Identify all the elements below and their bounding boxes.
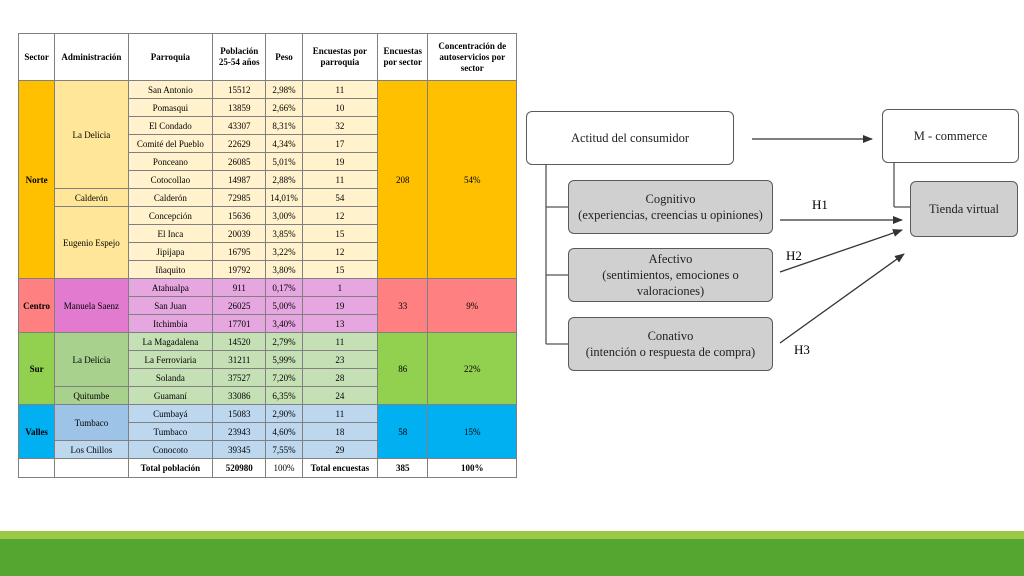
encuestas-cell: 1: [302, 279, 377, 297]
peso-cell: 5,01%: [266, 153, 302, 171]
total-encuestas: 385: [378, 459, 428, 478]
poblacion-cell: 26085: [213, 153, 266, 171]
peso-cell: 0,17%: [266, 279, 302, 297]
parroquia-cell: Comité del Pueblo: [128, 135, 213, 153]
footer-accent-stripe: [0, 531, 1024, 539]
admin-cell: Manuela Saenz: [55, 279, 128, 333]
encuestas-cell: 17: [302, 135, 377, 153]
poblacion-cell: 33086: [213, 387, 266, 405]
poblacion-cell: 911: [213, 279, 266, 297]
parroquia-cell: Atahualpa: [128, 279, 213, 297]
header-poblacion: Población 25-54 años: [213, 34, 266, 81]
parroquia-cell: Conocoto: [128, 441, 213, 459]
parroquia-cell: Concepción: [128, 207, 213, 225]
peso-cell: 2,88%: [266, 171, 302, 189]
peso-cell: 2,66%: [266, 99, 302, 117]
afectivo-desc: (sentimientos, emociones o valoraciones): [602, 268, 739, 298]
encuestas-cell: 18: [302, 423, 377, 441]
parroquia-cell: La Ferroviaria: [128, 351, 213, 369]
total-concentracion: 100%: [428, 459, 517, 478]
encuestas-cell: 11: [302, 405, 377, 423]
sector-encuestas-cell: 58: [378, 405, 428, 459]
poblacion-cell: 22629: [213, 135, 266, 153]
parroquia-cell: Itchimbia: [128, 315, 213, 333]
sector-encuestas-cell: 86: [378, 333, 428, 405]
peso-cell: 8,31%: [266, 117, 302, 135]
encuestas-cell: 11: [302, 333, 377, 351]
poblacion-cell: 37527: [213, 369, 266, 387]
encuestas-cell: 24: [302, 387, 377, 405]
encuestas-cell: 28: [302, 369, 377, 387]
admin-cell: La Delicia: [55, 81, 128, 189]
parroquia-cell: El Condado: [128, 117, 213, 135]
sector-concentracion-cell: 22%: [428, 333, 517, 405]
poblacion-cell: 31211: [213, 351, 266, 369]
poblacion-cell: 16795: [213, 243, 266, 261]
admin-cell: Tumbaco: [55, 405, 128, 441]
cognitivo-box: [568, 180, 773, 234]
parroquia-cell: Cumbayá: [128, 405, 213, 423]
encuestas-cell: 29: [302, 441, 377, 459]
h2-label: H2: [786, 248, 802, 263]
encuestas-cell: 32: [302, 117, 377, 135]
sector-concentracion-cell: 15%: [428, 405, 517, 459]
peso-cell: 7,20%: [266, 369, 302, 387]
sector-encuestas-cell: 33: [378, 279, 428, 333]
admin-cell: Eugenio Espejo: [55, 207, 128, 279]
h3-label: H3: [794, 342, 810, 357]
sector-cell: Centro: [19, 279, 55, 333]
footer-bar: [0, 539, 1024, 576]
cognitivo-title: Cognitivo: [645, 192, 696, 206]
sector-concentracion-cell: 54%: [428, 81, 517, 279]
poblacion-cell: 15083: [213, 405, 266, 423]
actitud-consumidor-box: Actitud del consumidor: [526, 111, 734, 165]
total-peso: 100%: [266, 459, 302, 478]
parroquia-cell: El Inca: [128, 225, 213, 243]
afectivo-title: Afectivo: [648, 252, 693, 266]
admin-cell: La Delicia: [55, 333, 128, 387]
sector-concentracion-cell: 9%: [428, 279, 517, 333]
parroquia-cell: Ponceano: [128, 153, 213, 171]
encuestas-cell: 19: [302, 153, 377, 171]
peso-cell: 5,99%: [266, 351, 302, 369]
peso-cell: 3,22%: [266, 243, 302, 261]
tienda-virtual-box: Tienda virtual: [910, 181, 1018, 237]
total-encuestas-label: Total encuestas: [302, 459, 377, 478]
parroquia-cell: Iñaquito: [128, 261, 213, 279]
encuestas-cell: 12: [302, 243, 377, 261]
parroquia-cell: Jipijapa: [128, 243, 213, 261]
poblacion-cell: 72985: [213, 189, 266, 207]
header-concentracion: Concentración de autoservicios por sector: [428, 34, 517, 81]
peso-cell: 3,40%: [266, 315, 302, 333]
poblacion-cell: 26025: [213, 297, 266, 315]
poblacion-cell: 17701: [213, 315, 266, 333]
afectivo-box: [568, 248, 773, 302]
header-encuestas-parroquia: Encuestas por parroquia: [302, 34, 377, 81]
encuestas-cell: 11: [302, 171, 377, 189]
encuestas-cell: 10: [302, 99, 377, 117]
peso-cell: 14,01%: [266, 189, 302, 207]
h1-label: H1: [812, 197, 828, 212]
conativo-box: [568, 317, 773, 371]
total-label: Total población: [128, 459, 213, 478]
encuestas-cell: 12: [302, 207, 377, 225]
poblacion-cell: 15636: [213, 207, 266, 225]
peso-cell: 6,35%: [266, 387, 302, 405]
poblacion-cell: 15512: [213, 81, 266, 99]
header-sector: Sector: [19, 34, 55, 81]
poblacion-cell: 20039: [213, 225, 266, 243]
header-peso: Peso: [266, 34, 302, 81]
poblacion-cell: 23943: [213, 423, 266, 441]
peso-cell: 3,85%: [266, 225, 302, 243]
poblacion-cell: 39345: [213, 441, 266, 459]
peso-cell: 4,34%: [266, 135, 302, 153]
header-parroquia: Parroquia: [128, 34, 213, 81]
parroquia-cell: Cotocollao: [128, 171, 213, 189]
header-administracion: Administración: [55, 34, 128, 81]
conativo-title: Conativo: [647, 329, 694, 343]
encuestas-cell: 15: [302, 225, 377, 243]
parroquia-cell: Guamaní: [128, 387, 213, 405]
parroquia-cell: Tumbaco: [128, 423, 213, 441]
parroquia-cell: Pomasqui: [128, 99, 213, 117]
poblacion-cell: 14520: [213, 333, 266, 351]
peso-cell: 2,90%: [266, 405, 302, 423]
peso-cell: 3,00%: [266, 207, 302, 225]
peso-cell: 2,98%: [266, 81, 302, 99]
parroquia-cell: Calderón: [128, 189, 213, 207]
encuestas-cell: 19: [302, 297, 377, 315]
encuestas-cell: 54: [302, 189, 377, 207]
cognitivo-desc: (experiencias, creencias u opiniones): [578, 208, 763, 222]
parroquia-cell: San Antonio: [128, 81, 213, 99]
poblacion-cell: 14987: [213, 171, 266, 189]
encuestas-cell: 11: [302, 81, 377, 99]
peso-cell: 3,80%: [266, 261, 302, 279]
mcommerce-box: M - commerce: [882, 109, 1019, 163]
peso-cell: 7,55%: [266, 441, 302, 459]
peso-cell: 4,60%: [266, 423, 302, 441]
sector-cell: Valles: [19, 405, 55, 459]
peso-cell: 5,00%: [266, 297, 302, 315]
poblacion-cell: 13859: [213, 99, 266, 117]
header-encuestas-sector: Encuestas por sector: [378, 34, 428, 81]
admin-cell: Los Chillos: [55, 441, 128, 459]
admin-cell: Calderón: [55, 189, 128, 207]
sector-cell: Sur: [19, 333, 55, 405]
total-poblacion: 520980: [213, 459, 266, 478]
sector-encuestas-cell: 208: [378, 81, 428, 279]
parroquia-cell: San Juan: [128, 297, 213, 315]
poblacion-cell: 19792: [213, 261, 266, 279]
peso-cell: 2,79%: [266, 333, 302, 351]
parroquia-cell: Solanda: [128, 369, 213, 387]
arrow-h3: [780, 254, 904, 343]
parroquia-cell: La Magadalena: [128, 333, 213, 351]
poblacion-cell: 43307: [213, 117, 266, 135]
encuestas-cell: 23: [302, 351, 377, 369]
conativo-desc: (intención o respuesta de compra): [585, 345, 756, 359]
encuestas-cell: 13: [302, 315, 377, 333]
encuestas-cell: 15: [302, 261, 377, 279]
sector-cell: Norte: [19, 81, 55, 279]
admin-cell: Quitumbe: [55, 387, 128, 405]
